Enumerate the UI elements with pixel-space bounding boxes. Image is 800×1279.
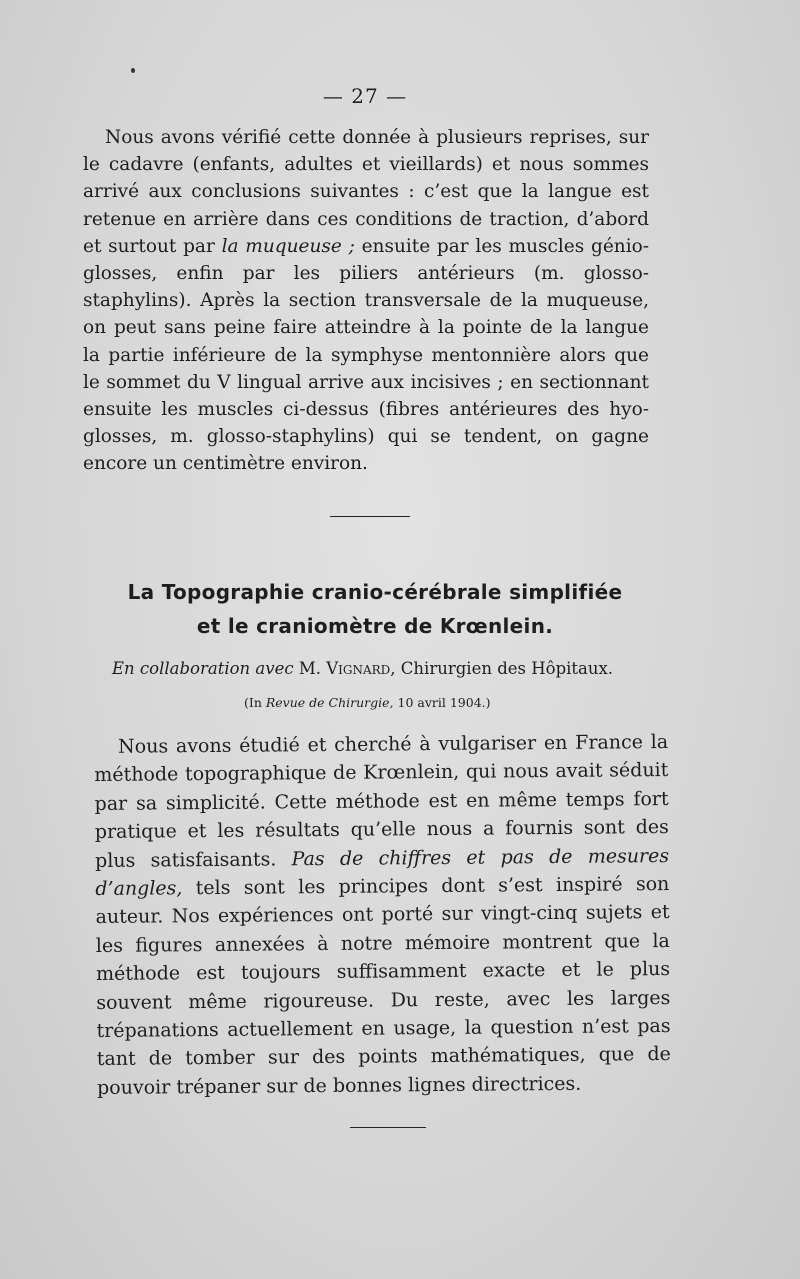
collaborator-name: M. Vignard, bbox=[298, 659, 396, 678]
article-title-line-2: et le craniomètre de Krœnlein. bbox=[196, 614, 554, 638]
ink-speck bbox=[131, 68, 135, 73]
section-divider bbox=[330, 516, 410, 517]
source-journal: Revue de Chirurgie, bbox=[265, 695, 394, 710]
paragraph-2-emphasis: Pas de chiffres et pas de mesures d’angles, bbox=[95, 844, 670, 901]
paragraph-2-text-end: tels sont les principes dont s’est inspiré son auteur. Nos expériences ont porté sur vingt-cinq sujets et les figures annexées à notre mémoire montrent que la méthode est toujours suffisamment exacte et le plus souvent même rigoureuse. Du reste, avec les larges trépanations actuellement en usage, la question n’est pas tant de tomber sur des points mathématiques, que de pouvoir trépaner sur de bonnes lignes directrices. bbox=[95, 873, 671, 1099]
paragraph-1-text-start: Nous avons vérifié cette donnée à plusieurs reprises, sur le cadavre (enfants, adultes et vieillards) et nous sommes arrivé aux conclusions suivantes : c’est que la langue est retenue en arrière dans ces conditions de traction, d’abord et surtout par bbox=[83, 127, 649, 257]
collaboration-prefix: En collaboration avec bbox=[112, 659, 294, 678]
page-number: — 27 — bbox=[322, 84, 408, 108]
source-open: (In bbox=[244, 695, 262, 710]
collaboration-line bbox=[112, 659, 672, 678]
paragraph-1-text-end: ensuite par les muscles génio-glosses, enfin par les piliers antérieurs (m. glosso-staphylins). Après la section transversale de la muqueuse, on peut sans peine faire atteindre à la pointe de la langue la partie inférieure de la symphyse mentonnière alors que le sommet du V lingual arrive aux incisives ; en sectionnant ensuite les muscles ci-dessus (fibres antérieures des hyo-glosses, m. glosso-staphylins) qui se tendent, on gagne encore un centimètre environ. bbox=[83, 235, 649, 475]
article-title-line-1: La Topographie cranio-cérébrale simplifiée bbox=[127, 580, 623, 604]
end-divider bbox=[350, 1127, 426, 1128]
collaborator-role: Chirurgien des Hôpitaux. bbox=[400, 659, 614, 678]
source-date: 10 avril 1904.) bbox=[397, 695, 491, 710]
paragraph-1 bbox=[83, 124, 649, 478]
source-citation bbox=[244, 695, 491, 710]
paragraph-1-emphasis: la muqueuse ; bbox=[221, 235, 355, 257]
paragraph-2 bbox=[94, 728, 671, 1102]
paragraph-2-text-start: Nous avons étudié et cherché à vulgariser en France la méthode topographique de Krœnlein, qui nous avait séduit par sa simplicité. Cette méthode est en même temps fort pratique et les résultats qu’elle nous a fournis sont des plus satisfaisants. bbox=[94, 730, 669, 872]
